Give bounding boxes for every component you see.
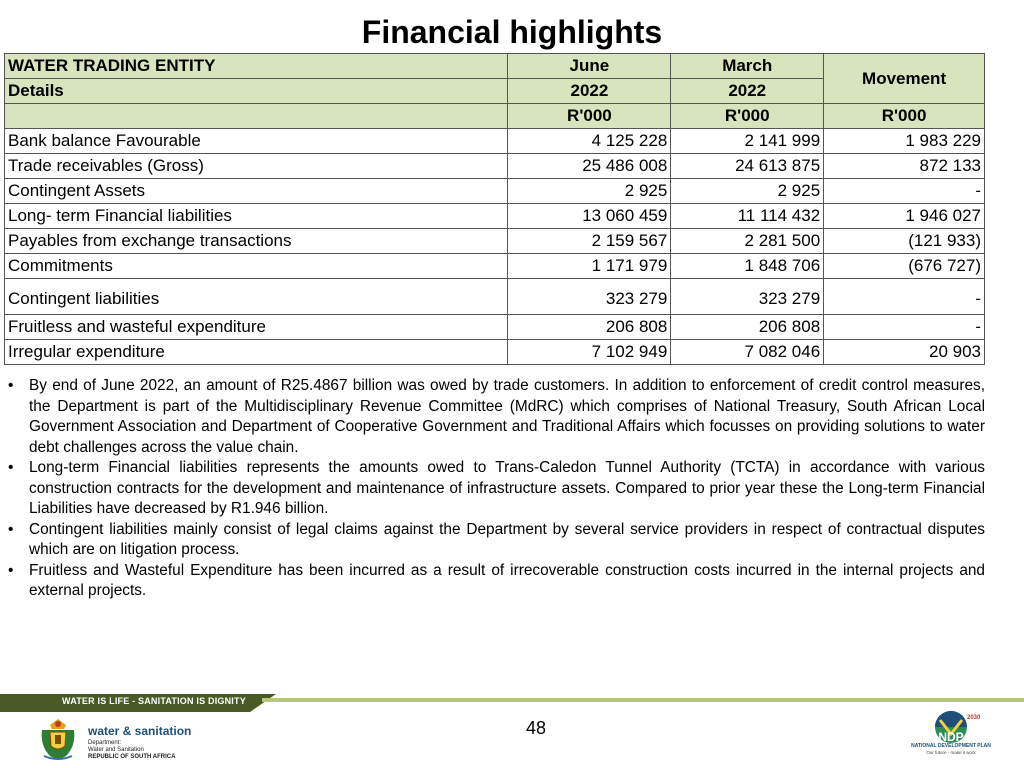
march-value: 7 082 046 [671,340,824,365]
list-item [8,520,985,561]
june-value: 7 102 949 [508,340,671,365]
row-label: Irregular expenditure [5,340,508,365]
table-row [5,179,985,204]
dws-line: REPUBLIC OF SOUTH AFRICA [88,754,176,760]
movement-value: 1 946 027 [824,204,985,229]
movement-value: (121 933) [824,229,985,254]
june-value: 2 925 [508,179,671,204]
list-item [8,561,985,602]
bullet-text: By end of June 2022, an amount of R25.4867 billion was owed by trade customers. In addition to enforcement of credit control measures, the Department is part of the Multidisciplinary Revenue Committee (MdRC) which comprises of National Treasury, South African Local Government Association and Department of Cooperative Government and Traditional Affairs which focusses on providing solutions to water debt challenges across the value chain. [29,377,985,456]
row-label: Long- term Financial liabilities [5,204,508,229]
table-header-row [5,54,985,79]
financial-table [4,53,985,365]
row-label: Fruitless and wasteful expenditure [5,315,508,340]
table-row [5,129,985,154]
march-value: 323 279 [671,279,824,315]
march-value: 24 613 875 [671,154,824,179]
june-value: 25 486 008 [508,154,671,179]
header-march: March [671,54,824,79]
march-value: 1 848 706 [671,254,824,279]
bullet-icon: • [8,459,14,476]
march-value: 2 281 500 [671,229,824,254]
header-march-year: 2022 [671,79,824,104]
movement-value: 20 903 [824,340,985,365]
ndp-tagline: Our future - make it work [926,750,976,755]
header-june: June [508,54,671,79]
movement-value: - [824,179,985,204]
june-value: 2 159 567 [508,229,671,254]
march-value: 2 925 [671,179,824,204]
header-unit: R'000 [671,104,824,129]
dws-line: Water and Sanitation [88,747,144,753]
header-details: Details [5,79,508,104]
bullet-text: Contingent liabilities mainly consist of legal claims against the Department by several service providers in respect of contractual disputes which are on litigation process. [29,520,985,558]
june-value: 1 171 979 [508,254,671,279]
row-label: Contingent Assets [5,179,508,204]
march-value: 206 808 [671,315,824,340]
coat-of-arms-icon [36,716,80,762]
movement-value: 1 983 229 [824,129,985,154]
movement-value: - [824,315,985,340]
header-blank [5,104,508,129]
row-label: Trade receivables (Gross) [5,154,508,179]
notes-list [8,376,985,602]
dws-details [88,740,175,761]
row-label: Contingent liabilities [5,279,508,315]
page-number: 48 [525,718,547,738]
june-value: 4 125 228 [508,129,671,154]
list-item [8,376,985,458]
table-row [5,154,985,179]
table-row [5,340,985,365]
row-label: Payables from exchange transactions [5,229,508,254]
table-row [5,229,985,254]
header-unit: R'000 [508,104,671,129]
ndp-year: 2030 [967,715,981,721]
table-row [5,204,985,229]
list-item [8,458,985,520]
header-entity: WATER TRADING ENTITY [5,54,508,79]
ndp-abbrev: NDP [938,730,964,744]
footer-band [0,694,1024,712]
bullet-icon: • [8,377,14,394]
header-movement: Movement [824,54,985,104]
ndp-logo [910,710,992,766]
dws-line: Department: [88,740,122,746]
bullet-icon: • [8,561,14,579]
footer-slogan: WATER IS LIFE - SANITATION IS DIGNITY [62,696,246,706]
dws-logo [36,716,196,764]
table-row [5,279,985,315]
row-label: Commitments [5,254,508,279]
movement-value: (676 727) [824,254,985,279]
june-value: 206 808 [508,315,671,340]
movement-value: 872 133 [824,154,985,179]
page-title: Financial highlights [361,14,663,50]
march-value: 11 114 432 [671,204,824,229]
band-light-line [262,698,1024,702]
ndp-emblem-icon [910,710,992,744]
row-label: Bank balance Favourable [5,129,508,154]
dws-name: water & sanitation [88,724,192,738]
header-june-year: 2022 [508,79,671,104]
march-value: 2 141 999 [671,129,824,154]
header-unit: R'000 [824,104,985,129]
bullet-text: Long-term Financial liabilities represents the amounts owed to Trans-Caledon Tunnel Authority (TCTA) in accordance with various construction contracts for the development and maintenance of infrastructure assets. Compared to prior year these the Long-term Financial Liabilities have decreased by R1.946 billion. [29,459,985,517]
june-value: 13 060 459 [508,204,671,229]
bullet-text: Fruitless and Wasteful Expenditure has been incurred as a result of irrecoverable construction costs incurred in the internal projects and external projects. [29,561,985,599]
table-header-row [5,104,985,129]
table-row [5,315,985,340]
table-row [5,254,985,279]
june-value: 323 279 [508,279,671,315]
band-tip [250,694,276,712]
bullet-icon: • [8,520,14,538]
movement-value: - [824,279,985,315]
ndp-caption: NATIONAL DEVELOPMENT PLAN [911,743,991,749]
